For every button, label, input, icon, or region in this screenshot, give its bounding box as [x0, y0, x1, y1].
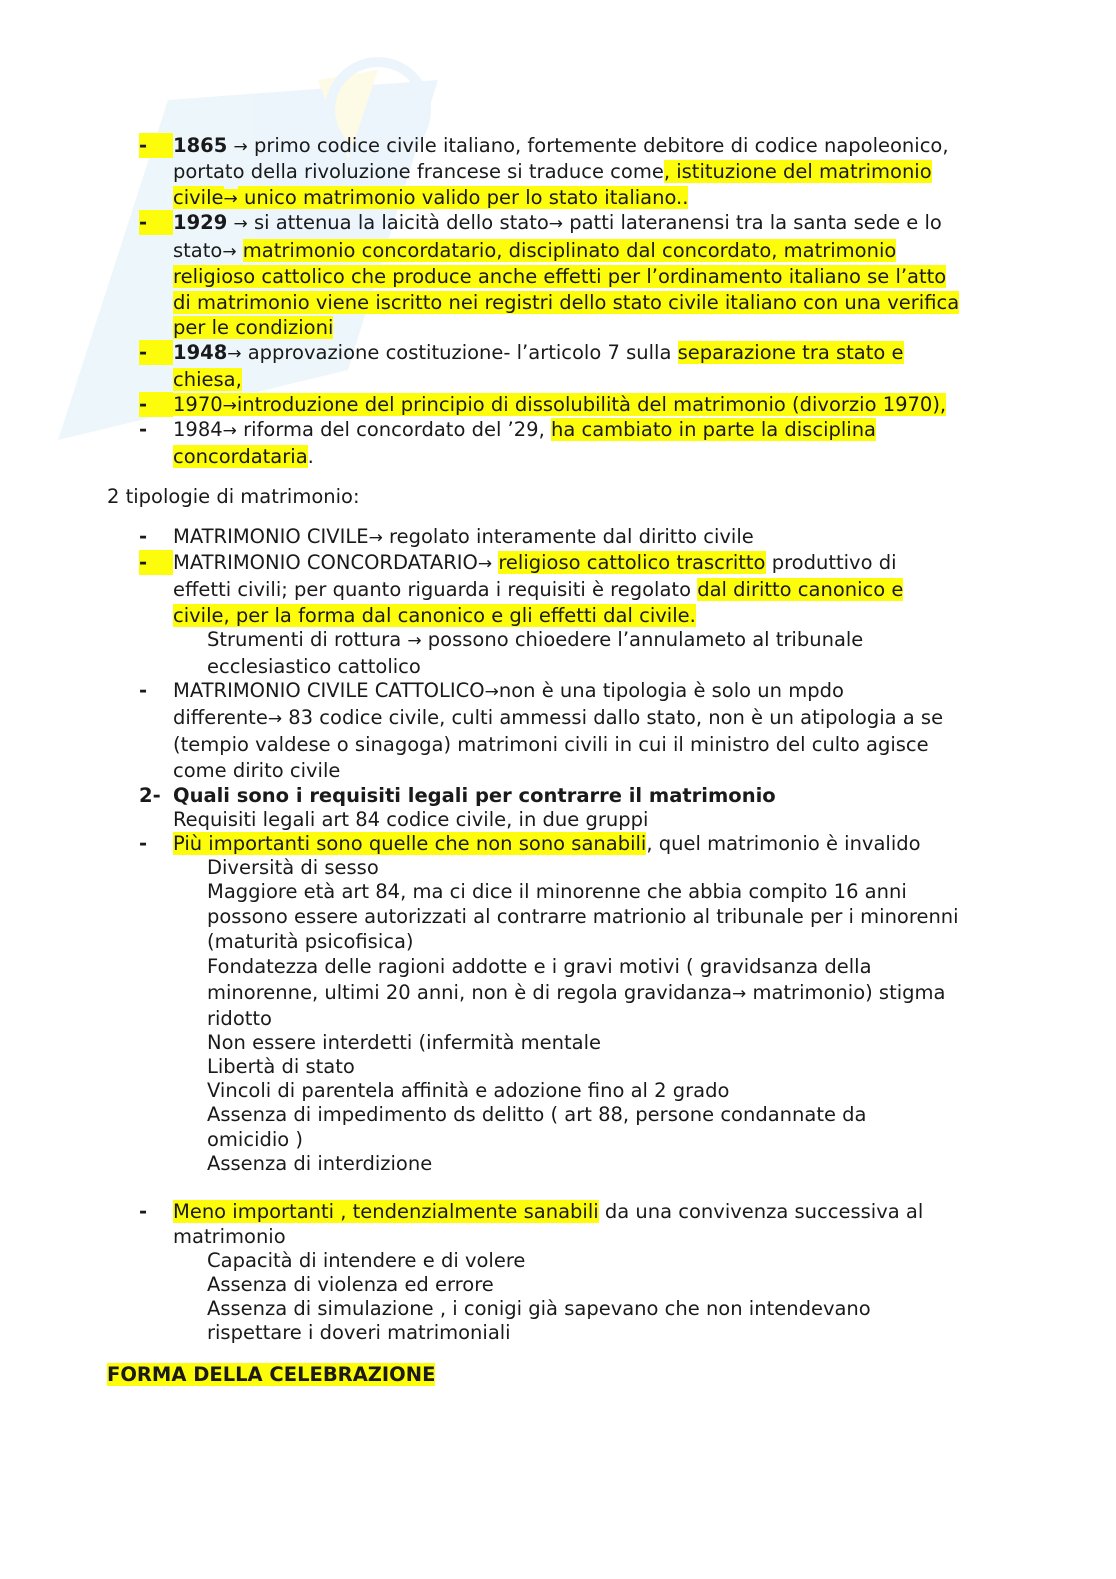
requisito-item: possono essere autorizzati al contrarre matrionio al tribunale per i minorenni	[207, 905, 959, 928]
bullet-dash: -	[139, 550, 173, 575]
requisito-item: Fondatezza delle ragioni addotte e i gravi motivi ( gravidsanza della	[207, 955, 872, 978]
requisito-item: Capacità di intendere e di volere	[207, 1249, 526, 1272]
tipologia-concordatario-line3: civile, per la forma dal canonico e gli effetti dal civile.	[173, 604, 696, 627]
bullet-dash: -	[139, 525, 148, 548]
history-1948-line2: chiesa,	[173, 368, 242, 391]
tipologia-cattolico-line3: (tempio valdese o sinagoga) matrimoni civili in cui il ministro del culto agisce	[173, 733, 929, 756]
tipologie-intro: 2 tipologie di matrimonio:	[107, 485, 360, 508]
requisito-item: Assenza di interdizione	[207, 1152, 433, 1175]
requisito-item: Assenza di violenza ed errore	[207, 1273, 494, 1296]
bullet-dash: -	[139, 1200, 148, 1223]
requisito-item: (maturità psicofisica)	[207, 930, 414, 953]
tipologia-concordatario-line2: effetti civili; per quanto riguarda i requisiti è regolato dal diritto canonico e	[173, 578, 904, 601]
history-1929-line4: di matrimonio viene iscritto nei registri dello stato civile italiano con una verifica	[173, 291, 960, 314]
history-1929-line5: per le condizioni	[173, 316, 334, 339]
tipologia-concordatario-line1: MATRIMONIO CONCORDATARIO→ religioso cattolico trascritto produttivo di	[173, 551, 897, 574]
requisiti-intro: Requisiti legali art 84 codice civile, in due gruppi	[173, 808, 649, 831]
bullet-dash: -	[139, 418, 148, 441]
bullet-dash: -	[139, 210, 173, 235]
history-1929-line3: religioso cattolico che produce anche effetti per l’ordinamento italiano se l’atto	[173, 265, 947, 288]
bullet-dash: -	[139, 679, 148, 702]
requisito-item: ridotto	[207, 1007, 272, 1030]
requisito-item: Maggiore età art 84, ma ci dice il minorenne che abbia compito 16 anni	[207, 880, 907, 903]
history-1865-line3: civile→ unico matrimonio valido per lo stato italiano..	[173, 186, 689, 209]
history-1984-line2: concordataria.	[173, 445, 314, 468]
requisito-item: Libertà di stato	[207, 1055, 355, 1078]
requisito-item: omicidio )	[207, 1128, 304, 1151]
tipologia-cattolico-line4: come dirito civile	[173, 759, 341, 782]
section-heading-forma: FORMA DELLA CELEBRAZIONE	[107, 1363, 436, 1386]
tipologia-cattolico-line2: differente→ 83 codice civile, culti ammessi dallo stato, non è un atipologia a se	[173, 706, 944, 729]
requisito-item: rispettare i doveri matrimoniali	[207, 1321, 511, 1344]
history-1865-line2: portato della rivoluzione francese si traduce come, istituzione del matrimonio	[173, 160, 932, 183]
tipologia-cattolico-line1: MATRIMONIO CIVILE CATTOLICO→non è una tipologia è solo un mpdo	[173, 679, 844, 702]
strumenti-rottura-line1: Strumenti di rottura → possono chioedere l’annulameto al tribunale	[207, 628, 864, 651]
requisito-item: minorenne, ultimi 20 anni, non è di regola gravidanza→ matrimonio) stigma	[207, 981, 946, 1004]
requisito-item: Assenza di impedimento ds delitto ( art 88, persone condannate da	[207, 1103, 867, 1126]
tipologia-civile: MATRIMONIO CIVILE→ regolato interamente dal diritto civile	[173, 525, 754, 548]
requisiti-question: Quali sono i requisiti legali per contrarre il matrimonio	[173, 784, 776, 807]
requisiti-important-heading: Più importanti sono quelle che non sono sanabili, quel matrimonio è invalido	[173, 832, 921, 855]
question-number: 2-	[139, 784, 161, 807]
requisiti-less-heading-cont: matrimonio	[173, 1225, 286, 1248]
strumenti-rottura-line2: ecclesiastico cattolico	[207, 655, 421, 678]
history-1948-line1: 1948→ approvazione costituzione- l’articolo 7 sulla separazione tra stato e	[173, 341, 904, 364]
history-1929-line1: 1929 → si attenua la laicità dello stato→ patti lateranensi tra la santa sede e lo	[173, 211, 942, 234]
bullet-dash: -	[139, 133, 173, 158]
requisito-item: Vincoli di parentela affinità e adozione fino al 2 grado	[207, 1079, 730, 1102]
history-1929-line2: stato→ matrimonio concordatario, disciplinato dal concordato, matrimonio	[173, 239, 897, 262]
bullet-dash: -	[139, 832, 148, 855]
history-1984-line1: 1984→ riforma del concordato del ’29, ha cambiato in parte la disciplina	[173, 418, 877, 441]
requisito-item: Non essere interdetti (infermità mentale	[207, 1031, 602, 1054]
bullet-dash: -	[139, 340, 173, 365]
requisiti-less-heading: Meno importanti , tendenzialmente sanabili da una convivenza successiva al	[173, 1200, 924, 1223]
requisito-item: Diversità di sesso	[207, 856, 379, 879]
history-1970-line1: 1970→introduzione del principio di dissolubilità del matrimonio (divorzio 1970),	[173, 393, 947, 416]
bullet-dash: -	[139, 392, 173, 417]
requisito-item: Assenza di simulazione , i conigi già sapevano che non intendevano	[207, 1297, 871, 1320]
history-1865-line1: 1865 → primo codice civile italiano, fortemente debitore di codice napoleonico,	[173, 134, 949, 157]
